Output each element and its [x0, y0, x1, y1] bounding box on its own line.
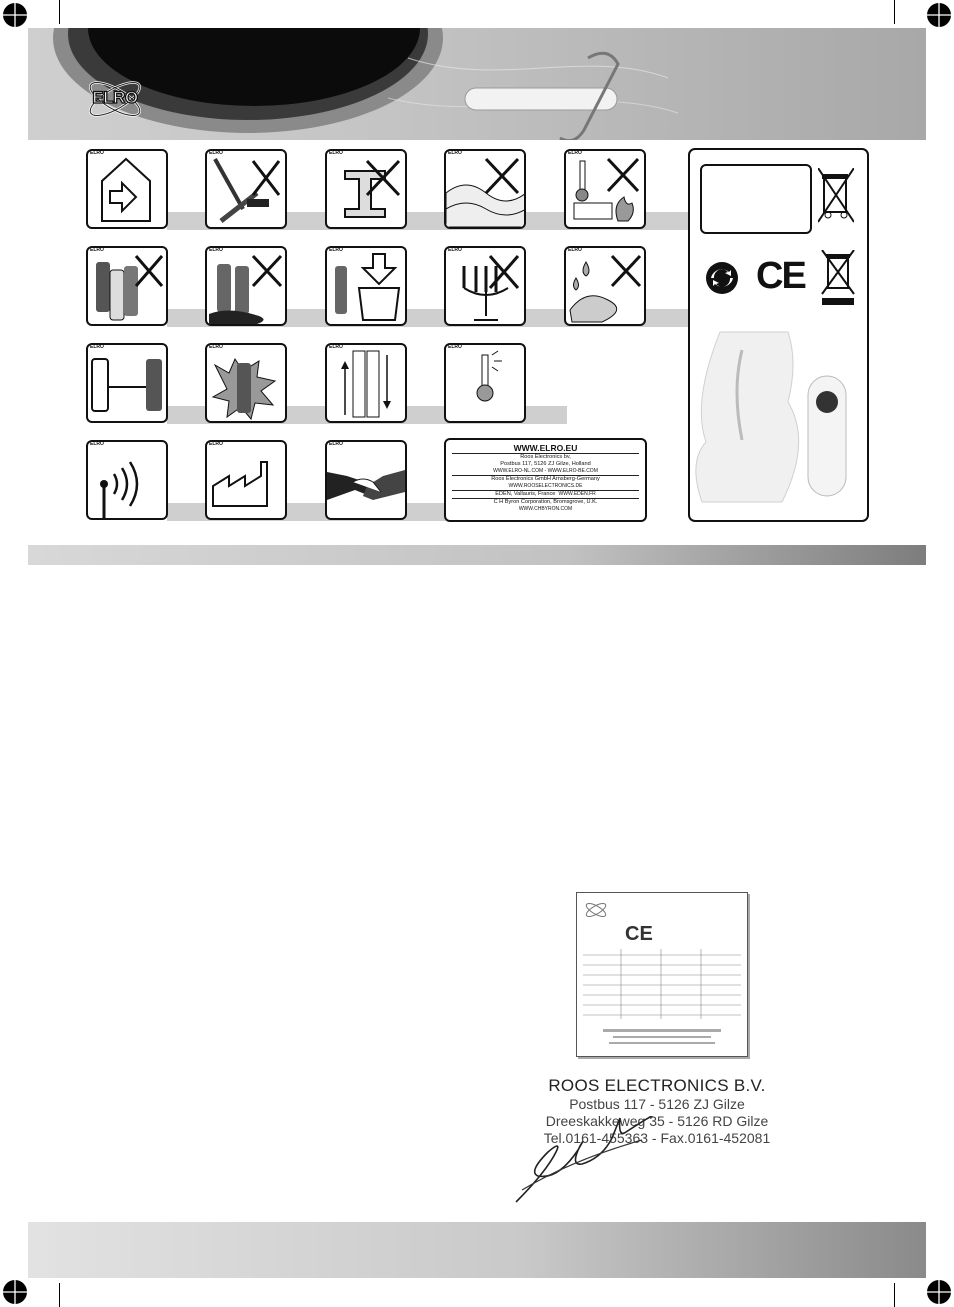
battery-orientation-icon: ELRO	[86, 343, 168, 423]
contact-info-box	[444, 438, 647, 522]
stamp-address-line1: Postbus 117 - 5126 ZJ Gilze	[569, 1096, 745, 1112]
factory-icon: ELRO	[205, 440, 287, 520]
candles-icon: ELRO	[444, 246, 526, 326]
byron-web[interactable]: WWW.CHBYRON.COM	[518, 506, 573, 512]
metal-surface-icon: ELRO	[325, 149, 407, 229]
registration-mark-icon	[924, 1277, 954, 1307]
handshake-icon: ELRO	[325, 440, 407, 520]
country-table-graphic	[583, 949, 741, 1049]
logo-text: ELRO	[92, 88, 138, 107]
battery-polarity-icon: ELRO	[325, 343, 407, 423]
website-link[interactable]: WWW.ELRO.EU	[513, 443, 578, 453]
card-ce-mark: CE	[625, 923, 653, 945]
byron-name: C H Byron Corporation, Bromsgrove, U.K.	[493, 499, 598, 505]
signature-graphic	[512, 1116, 802, 1206]
declaration-of-conformity-card	[576, 892, 748, 1057]
registration-mark-icon	[0, 0, 30, 30]
roos-web[interactable]: WWW.ELRO-NL.COM - WWW.ELRO-BE.COM	[493, 468, 598, 474]
gmbh-web[interactable]: WWW.ROOSELECTRONICS.DE	[508, 483, 583, 489]
battery-disposal-icon: ELRO	[325, 246, 407, 326]
elro-logo	[80, 72, 150, 126]
mixed-batteries-icon: ELRO	[86, 246, 168, 326]
section-divider-bar	[28, 545, 926, 565]
battery-explosion-icon: ELRO	[205, 343, 287, 423]
card-logo-icon	[583, 899, 609, 921]
company-stamp	[512, 1076, 802, 1206]
crop-line	[894, 0, 895, 24]
temperature-icon: ELRO	[444, 343, 526, 423]
crop-line	[59, 1283, 60, 1307]
speaker-graphic	[28, 28, 926, 140]
stamp-company-name: ROOS ELECTRONICS B.V.	[548, 1076, 766, 1095]
green-dot-recycle-icon	[704, 260, 740, 296]
tools-icon: ELRO	[205, 149, 287, 229]
crop-line	[894, 1283, 895, 1307]
home-entry-icon: ELRO	[86, 149, 168, 229]
leaking-batteries-icon: ELRO	[205, 246, 287, 326]
liquid-spill-icon: ELRO	[564, 246, 646, 326]
header-banner	[28, 28, 926, 140]
roos-address: Postbus 117, 5126 ZJ Gilze, Holland	[500, 461, 591, 467]
eden-line: EDEN, Vallauris, France WWW.EDEN.FR	[495, 491, 596, 497]
registration-mark-icon	[924, 0, 954, 30]
registration-mark-icon	[0, 1277, 30, 1307]
heat-source-icon: ELRO	[564, 149, 646, 229]
doorbell-product-image	[692, 330, 868, 520]
roos-name: Roos Electronics bv,	[520, 454, 571, 460]
stamp-address-line2: Dreeskakkeweg 35 - 5126 RD Gilze	[545, 1113, 769, 1129]
product-side-panel	[688, 148, 869, 522]
footer-bar	[28, 1222, 926, 1278]
ce-mark: CE	[756, 255, 805, 297]
weee-bin-icon	[818, 168, 854, 226]
weee-crossed-bin-icon	[820, 250, 856, 306]
stamp-phone-fax: Tel.0161-455363 - Fax.0161-452081	[543, 1130, 771, 1146]
blank-label-area	[700, 164, 812, 234]
sand-dust-icon: ELRO	[444, 149, 526, 229]
crop-line	[59, 0, 60, 24]
wireless-signal-icon: ELRO	[86, 440, 168, 520]
gmbh-name: Roos Electronics GmbH Arnsberg-Germany	[491, 476, 600, 482]
